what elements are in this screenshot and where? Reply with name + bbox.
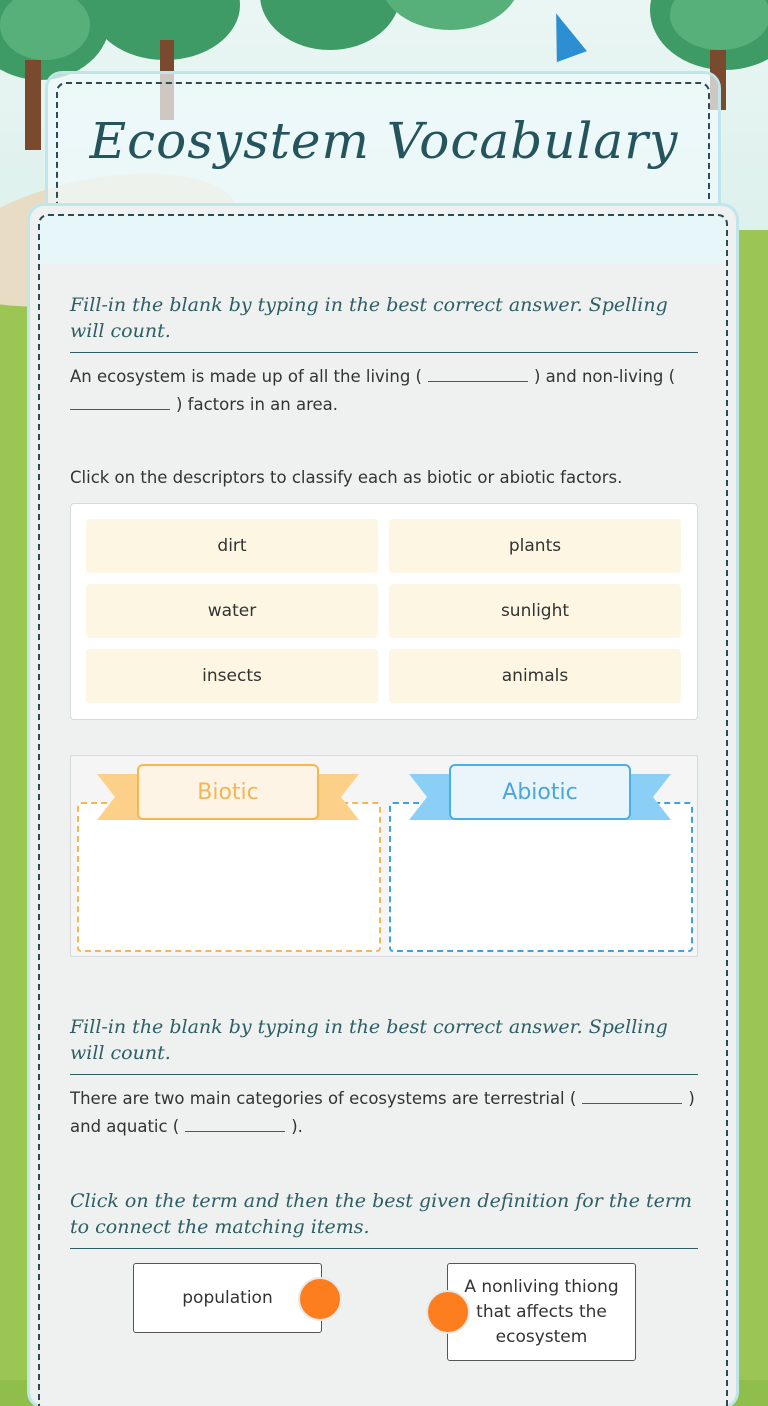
q3-text-a: There are two main categories of ecosystems are terrestrial ( <box>70 1089 577 1108</box>
question-4 <box>70 1188 698 1249</box>
blank-nonliving-input[interactable] <box>70 391 170 410</box>
match-definition-card[interactable]: A nonliving thiong that affects the ecosystem <box>447 1263 636 1361</box>
match-term-connector-dot[interactable] <box>298 1277 342 1321</box>
q3-text-d: ). <box>291 1117 303 1136</box>
abiotic-drop-zone[interactable] <box>389 802 693 952</box>
q1-text-b: ) and non-living ( <box>534 367 676 386</box>
blank-aquatic-input[interactable] <box>185 1113 285 1132</box>
match-definition-connector-dot[interactable] <box>426 1290 470 1334</box>
tile-sunlight[interactable]: sunlight <box>389 584 681 638</box>
page-title: Ecosystem Vocabulary <box>89 112 679 170</box>
q3-text-b: ) <box>688 1089 695 1108</box>
abiotic-label[interactable]: Abiotic <box>449 764 631 820</box>
question-1-text <box>70 363 698 419</box>
question-2-instruction: Click on the descriptors to classify each as biotic or abiotic factors. <box>70 468 623 487</box>
question-3-text <box>70 1085 698 1141</box>
question-3 <box>70 1014 698 1141</box>
q1-text-a: An ecosystem is made up of all the living ( <box>70 367 422 386</box>
question-1-instruction: Fill-in the blank by typing in the best correct answer. Spelling will count. <box>70 292 698 353</box>
tile-plants[interactable]: plants <box>389 519 681 573</box>
biotic-drop-zone[interactable] <box>77 802 381 952</box>
tile-animals[interactable]: animals <box>389 649 681 703</box>
tile-water[interactable]: water <box>86 584 378 638</box>
blank-terrestrial-input[interactable] <box>582 1085 682 1104</box>
question-2 <box>70 468 698 487</box>
classification-area <box>70 755 698 957</box>
question-3-instruction: Fill-in the blank by typing in the best correct answer. Spelling will count. <box>70 1014 698 1075</box>
biotic-label[interactable]: Biotic <box>137 764 319 820</box>
blank-living-input[interactable] <box>428 363 528 382</box>
question-4-instruction: Click on the term and then the best given definition for the term to connect the matching items. <box>70 1188 698 1249</box>
tile-insects[interactable]: insects <box>86 649 378 703</box>
descriptor-tiles <box>70 503 698 720</box>
tile-dirt[interactable]: dirt <box>86 519 378 573</box>
match-term-population[interactable]: population <box>133 1263 322 1333</box>
question-1 <box>70 292 698 419</box>
q1-text-c: ) factors in an area. <box>176 395 339 414</box>
q3-text-c: and aquatic ( <box>70 1117 180 1136</box>
